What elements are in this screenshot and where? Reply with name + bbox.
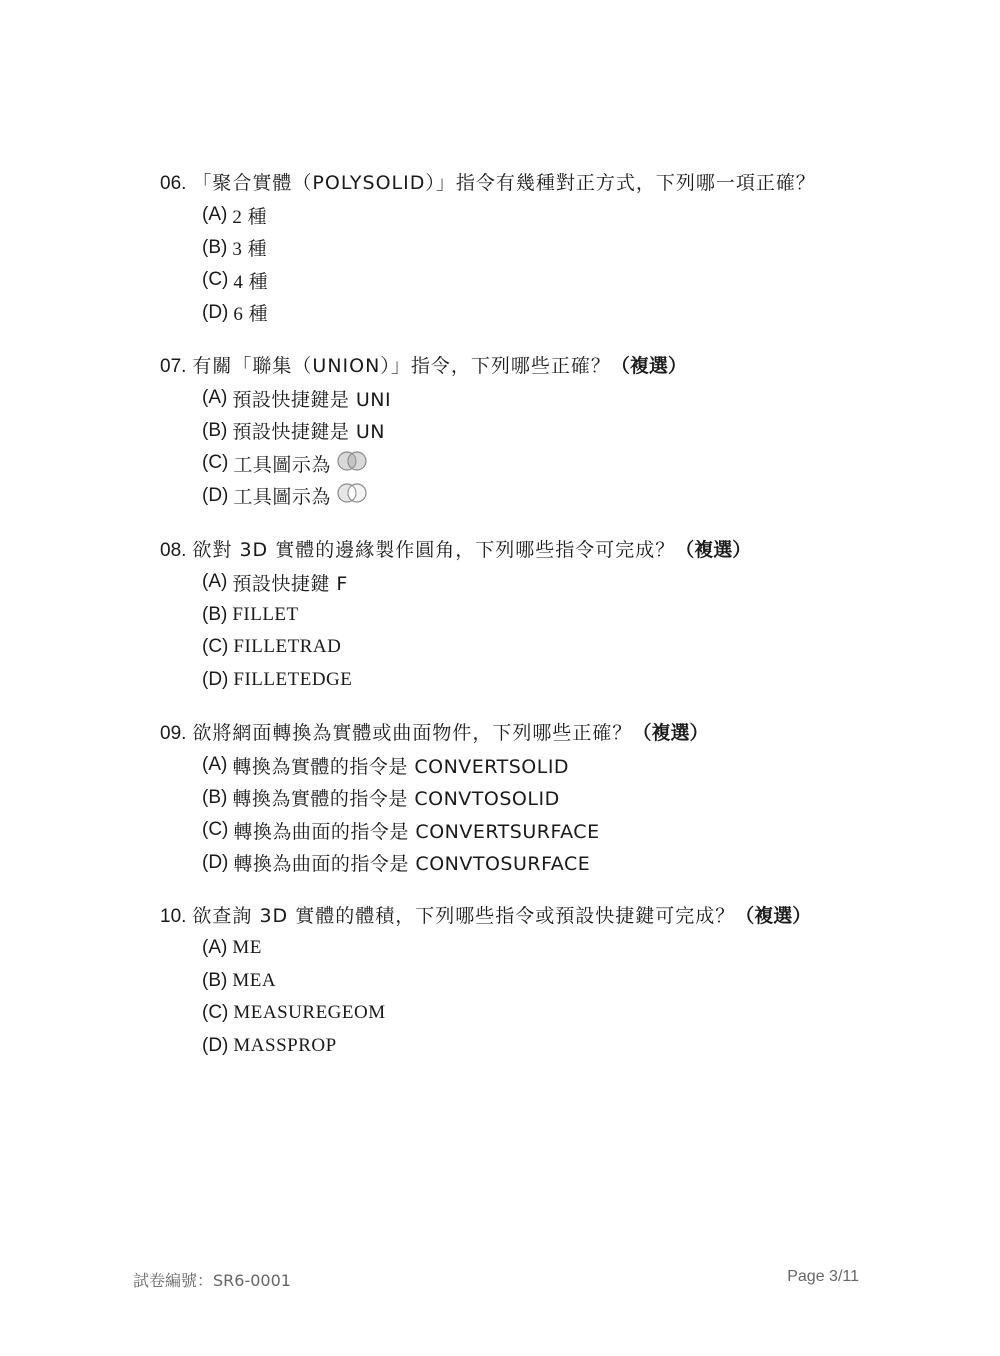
option-text: 預設快捷鍵是 UN (232, 421, 385, 444)
option-label: (B) (202, 969, 228, 991)
option-a (202, 749, 880, 782)
option-label: (C) (202, 269, 229, 291)
option-b (202, 599, 880, 632)
option-text: 4 種 (233, 271, 269, 293)
question-number: 10. (160, 906, 187, 927)
option-list (202, 932, 880, 1062)
option-text: ME (232, 937, 262, 959)
option-label: (C) (202, 819, 229, 841)
option-list (202, 382, 880, 512)
option-list (202, 749, 880, 879)
option-text: 2 種 (232, 206, 268, 228)
option-text: 預設快捷鍵 F (232, 572, 348, 595)
option-text: MEA (232, 969, 277, 991)
multi-select-tag: （複選） (610, 355, 687, 377)
option-c (202, 814, 880, 847)
option-text: 工具圖示為 (233, 486, 331, 509)
option-label: (D) (202, 668, 229, 690)
option-d (202, 297, 880, 330)
question-number: 09. (160, 723, 187, 744)
option-label: (B) (202, 603, 228, 625)
option-list (202, 199, 880, 329)
option-text: 預設快捷鍵是 UNI (232, 388, 392, 411)
option-c (202, 264, 880, 297)
option-text: 轉換為實體的指令是 CONVTOSOLID (232, 788, 560, 811)
option-text: FILLETEDGE (233, 668, 353, 690)
option-text: MASSPROP (233, 1034, 337, 1056)
option-c (202, 997, 880, 1030)
option-text: 工具圖示為 (233, 453, 331, 476)
option-label: (C) (202, 636, 229, 658)
option-b (202, 415, 880, 448)
option-label: (A) (202, 387, 228, 409)
option-text: 6 種 (233, 304, 269, 326)
question-text: 欲查詢 3D 實體的體積，下列哪些指令或預設快捷鍵可完成？ (192, 905, 736, 927)
page-number-footer: Page 3/11 (787, 1268, 859, 1285)
question-text: 有關「聯集（UNION）」指令，下列哪些正確？ (192, 355, 611, 377)
option-text: MEASUREGEOM (233, 1002, 386, 1024)
option-label: (D) (202, 301, 229, 323)
option-d (202, 1030, 880, 1063)
option-a (202, 199, 880, 232)
option-label: (B) (202, 236, 228, 258)
question-08 (160, 534, 880, 696)
multi-select-tag: （複選） (735, 905, 812, 927)
option-label: (A) (202, 937, 228, 959)
option-text: FILLETRAD (233, 636, 342, 658)
question-stem (160, 534, 880, 566)
option-a (202, 932, 880, 965)
question-number: 07. (160, 356, 187, 377)
option-text: 轉換為實體的指令是 CONVERTSOLID (232, 755, 570, 778)
option-label: (A) (202, 754, 228, 776)
option-c (202, 631, 880, 664)
option-text: 3 種 (232, 239, 268, 261)
option-a (202, 566, 880, 599)
union-venn-icon (335, 450, 369, 477)
option-text: 轉換為曲面的指令是 CONVERTSURFACE (233, 820, 600, 843)
question-text: 「聚合實體（POLYSOLID）」指令有幾種對正方式，下列哪一項正確？ (192, 172, 816, 194)
option-label: (B) (202, 419, 228, 441)
option-a (202, 382, 880, 415)
option-d (202, 664, 880, 697)
option-b (202, 782, 880, 815)
multi-select-tag: （複選） (632, 722, 709, 744)
option-label: (B) (202, 786, 228, 808)
question-number: 08. (160, 540, 187, 561)
option-label: (D) (202, 851, 229, 873)
option-b (202, 232, 880, 265)
question-text: 欲對 3D 實體的邊緣製作圓角，下列哪些指令可完成？ (192, 539, 676, 561)
exam-id-footer: 試卷編號：SR6-0001 (133, 1271, 291, 1290)
option-text: 轉換為曲面的指令是 CONVTOSURFACE (233, 853, 591, 876)
option-label: (D) (202, 484, 229, 506)
question-07 (160, 350, 880, 512)
option-label: (A) (202, 571, 228, 593)
question-stem (160, 900, 880, 932)
question-text: 欲將網面轉換為實體或曲面物件，下列哪些正確？ (192, 722, 633, 744)
multi-select-tag: （複選） (675, 539, 752, 561)
option-c (202, 447, 880, 480)
question-stem (160, 717, 880, 749)
question-10 (160, 900, 880, 1062)
question-06 (160, 167, 880, 329)
subtract-venn-icon (335, 482, 369, 509)
option-d (202, 847, 880, 880)
option-b (202, 965, 880, 998)
question-stem (160, 350, 880, 382)
option-label: (D) (202, 1034, 229, 1056)
option-label: (C) (202, 452, 229, 474)
question-09 (160, 717, 880, 879)
question-number: 06. (160, 173, 187, 194)
option-label: (A) (202, 204, 228, 226)
option-list (202, 566, 880, 696)
option-text: FILLET (232, 603, 299, 625)
option-label: (C) (202, 1002, 229, 1024)
option-d (202, 480, 880, 513)
question-stem (160, 167, 880, 199)
